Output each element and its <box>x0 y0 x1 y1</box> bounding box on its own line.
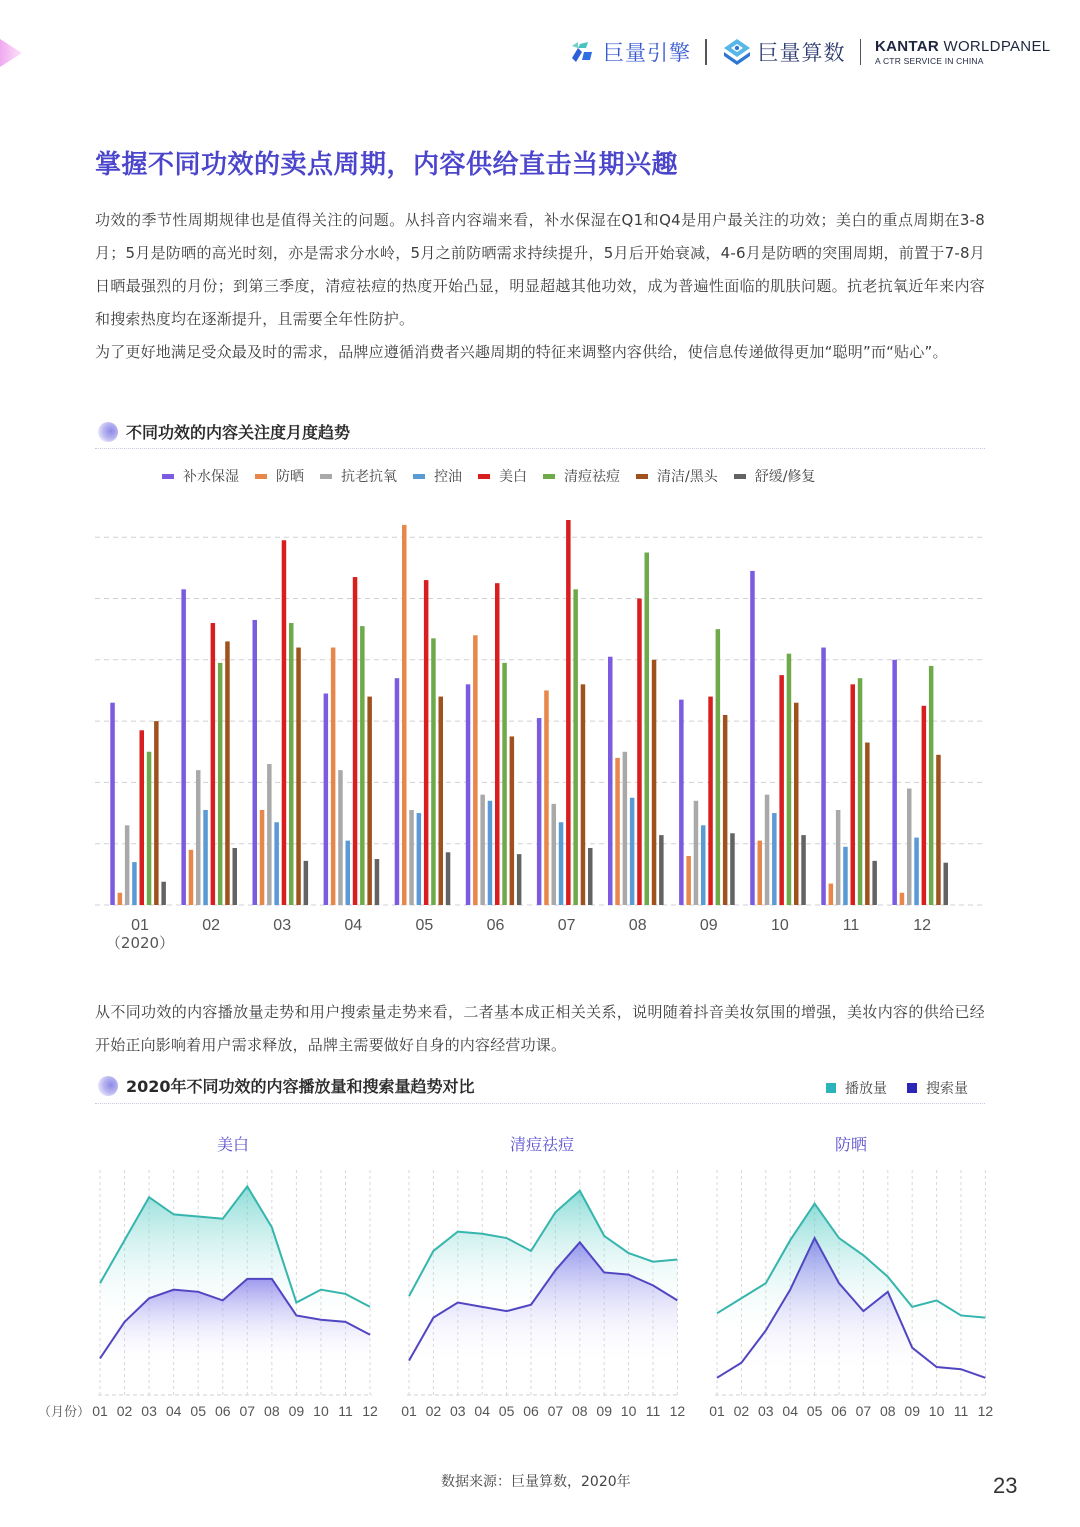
bar <box>218 663 223 905</box>
x-tick-label: 06 <box>831 1403 847 1419</box>
x-tick-label: 10 <box>928 1403 945 1419</box>
x-tick-label: 07 <box>547 1403 564 1419</box>
legend-item <box>162 466 239 486</box>
bar <box>537 718 542 905</box>
section-divider <box>95 448 985 449</box>
bar <box>331 648 336 905</box>
x-tick-label: 02 <box>425 1403 442 1419</box>
kantar-logo <box>875 39 1050 66</box>
bar <box>253 620 258 905</box>
x-tick-label: 06 <box>523 1403 539 1419</box>
x-tick-label: 03 <box>450 1403 466 1419</box>
bar <box>431 638 436 905</box>
bar <box>559 822 564 905</box>
legend-swatch <box>255 474 267 479</box>
bar <box>892 660 897 905</box>
x-tick-label: 03 <box>141 1403 157 1419</box>
bar <box>750 571 755 905</box>
x-tick-label: 02 <box>116 1403 133 1419</box>
bar <box>446 852 451 905</box>
suanshu-text: 巨量算数 <box>757 41 846 65</box>
ocean-engine-text: 巨量引擎 <box>603 41 691 65</box>
bar <box>716 629 721 905</box>
area-chart-title: 清痘祛痘 <box>509 1135 575 1154</box>
bar <box>395 678 400 905</box>
bar-group-10 <box>750 571 806 905</box>
bar <box>274 822 279 905</box>
bar <box>679 700 684 905</box>
bar <box>417 813 422 905</box>
bar <box>929 666 934 905</box>
bar-group-08 <box>608 553 664 905</box>
x-tick-label: 05 <box>806 1403 823 1419</box>
body-paragraph-2: 为了更好地满足受众最及时的需求，品牌应遵循消费者兴趣周期的特征来调整内容供给，使信息传递做得更加“聪明”而“贴心”。 <box>95 343 948 361</box>
suanshu-icon <box>721 36 753 68</box>
monthly-bar-chart <box>90 520 990 960</box>
legend-swatch <box>543 474 555 479</box>
area-chart-1 <box>38 1135 378 1420</box>
bar <box>608 657 613 905</box>
legend-item <box>543 466 620 486</box>
legend-swatch-search <box>907 1083 917 1093</box>
bar <box>630 798 635 905</box>
body-paragraph-3: 从不同功效的内容播放量走势和用户搜索量走势来看，二者基本成正相关关系，说明随着抖音美妆氛围的增强，美妆内容的供给已经开始正向影响着用户需求释放，品牌主需要做好自身的内容经营功课。 <box>95 1003 985 1054</box>
legend-swatch <box>734 474 746 479</box>
bar <box>147 752 152 905</box>
bar <box>203 810 208 905</box>
x-tick-label: 04 <box>344 917 363 934</box>
bar <box>154 721 159 905</box>
bar <box>829 884 834 905</box>
area-chart-legend <box>826 1078 968 1098</box>
bar <box>865 743 870 905</box>
x-tick-label: 08 <box>264 1403 280 1419</box>
bar <box>694 801 699 905</box>
section-title: 不同功效的内容关注度月度趋势 <box>126 423 351 442</box>
x-tick-label: 08 <box>880 1403 896 1419</box>
x-tick-label: 11 <box>645 1403 661 1419</box>
x-tick-label: 07 <box>239 1403 256 1419</box>
legend-swatch <box>478 474 490 479</box>
x-tick-label: 09 <box>596 1403 612 1419</box>
bar <box>686 856 691 905</box>
bar <box>181 589 186 905</box>
legend-label: 播放量 <box>845 1081 887 1097</box>
legend-swatch <box>162 474 174 479</box>
bar <box>289 623 294 905</box>
bar <box>367 697 372 905</box>
x-tick-label: 04 <box>474 1403 490 1419</box>
x-tick-label: 03 <box>273 917 292 934</box>
bar <box>402 525 407 905</box>
x-tick-label: 06 <box>214 1403 231 1419</box>
bar <box>765 795 770 905</box>
x-tick-label: 05 <box>415 917 434 934</box>
bar <box>189 850 194 905</box>
x-tick-label: 09 <box>288 1403 305 1419</box>
legend-swatch <box>320 474 332 479</box>
logo-divider <box>860 39 862 65</box>
bar <box>338 770 343 905</box>
bar <box>645 553 650 905</box>
legend-item <box>478 466 527 486</box>
x-tick-label: 11 <box>338 1403 353 1419</box>
logo-divider <box>705 39 707 65</box>
bar <box>758 841 763 905</box>
legend-label: 控油 <box>434 469 462 485</box>
x-tick-label: 10 <box>771 917 789 934</box>
bar <box>858 678 863 905</box>
x-tick-label: 01 <box>131 917 149 934</box>
bar <box>409 810 414 905</box>
page-number: 23 <box>993 1473 1018 1498</box>
bar-group-05 <box>395 525 451 905</box>
area-chart-title: 美白 <box>216 1135 250 1154</box>
bar <box>161 882 166 905</box>
bar <box>267 764 272 905</box>
bar <box>480 795 485 905</box>
section-heading-monthly-trend <box>98 420 350 443</box>
x-tick-label: 10 <box>620 1403 637 1419</box>
legend-item <box>734 466 816 486</box>
area-chart-2 <box>401 1135 685 1419</box>
bar <box>801 835 806 905</box>
bar <box>836 810 841 905</box>
legend-item <box>413 466 462 486</box>
x-tick-label: 02 <box>202 917 220 934</box>
ocean-engine-icon <box>566 36 598 68</box>
suanshu-logo <box>721 36 846 68</box>
legend-label: 搜索量 <box>926 1081 968 1097</box>
x-tick-label: 06 <box>486 917 505 934</box>
x-tick-label: 07 <box>557 917 576 934</box>
bar <box>140 730 145 905</box>
bar <box>211 623 216 905</box>
legend-label: 抗老抗氧 <box>341 469 397 485</box>
x-tick-label: 03 <box>758 1403 774 1419</box>
legend-item <box>636 466 718 486</box>
bar <box>659 835 664 905</box>
bar <box>730 833 735 905</box>
legend-swatch <box>636 474 648 479</box>
bar <box>843 847 848 905</box>
bar <box>424 580 429 905</box>
bar <box>922 706 927 905</box>
bar <box>346 841 351 905</box>
bar <box>502 663 507 905</box>
bar <box>125 825 129 905</box>
bar <box>110 703 115 905</box>
bar <box>296 648 301 905</box>
section-divider <box>95 1103 985 1104</box>
bullet-orb-icon <box>98 1076 118 1096</box>
bar <box>907 789 912 905</box>
x-tick-label: 12 <box>913 917 931 934</box>
legend-label: 防晒 <box>276 469 304 485</box>
bar <box>517 854 522 905</box>
bar <box>375 859 380 905</box>
legend-label: 舒缓/修复 <box>754 469 816 485</box>
ocean-engine-logo <box>566 36 691 68</box>
kantar-bold: KANTAR <box>875 37 940 55</box>
x-tick-label: 09 <box>904 1403 920 1419</box>
x-tick-label: 09 <box>699 917 718 934</box>
bar <box>360 626 365 905</box>
bar <box>324 694 329 905</box>
bar <box>772 813 777 905</box>
x-tick-label: 12 <box>669 1403 686 1419</box>
x-tick-label: 04 <box>782 1403 798 1419</box>
bar-group-09 <box>679 629 735 905</box>
bar <box>566 520 571 905</box>
data-source: 数据来源：巨量算数，2020年 <box>441 1474 631 1490</box>
bar <box>473 635 478 905</box>
legend-label: 清洁/黑头 <box>657 469 718 485</box>
bar <box>225 641 230 905</box>
x-tick-label: 10 <box>313 1403 329 1419</box>
x-axis-unit-label: （月份） <box>37 1405 90 1420</box>
bar <box>488 801 493 905</box>
legend-item-search <box>907 1078 968 1098</box>
x-tick-label: 04 <box>165 1403 182 1419</box>
legend-label: 美白 <box>499 469 527 485</box>
bar <box>196 770 201 905</box>
bar <box>708 697 713 905</box>
header-logos <box>566 32 1050 72</box>
bar <box>588 848 593 905</box>
bar <box>615 758 620 905</box>
bar <box>510 736 514 905</box>
bar-group-04 <box>324 577 380 905</box>
bar <box>132 862 137 905</box>
bar-group-07 <box>537 520 593 905</box>
legend-swatch-play <box>826 1083 836 1093</box>
bar <box>544 690 549 905</box>
x-tick-year-note: （2020） <box>105 934 175 952</box>
x-tick-label: 12 <box>977 1403 994 1419</box>
bar-group-01 <box>110 703 166 905</box>
bar <box>353 577 358 905</box>
bar-group-06 <box>466 583 522 905</box>
x-tick-label: 08 <box>572 1403 588 1419</box>
kantar-sub: A CTR SERVICE IN CHINA <box>875 55 984 66</box>
bar <box>439 697 444 905</box>
bar <box>794 703 799 905</box>
bar <box>118 893 123 905</box>
bar <box>821 648 826 905</box>
page-title: 掌握不同功效的卖点周期，内容供给直击当期兴趣 <box>95 150 679 180</box>
x-tick-label: 05 <box>498 1403 515 1419</box>
bar <box>282 540 287 905</box>
bar <box>944 863 949 905</box>
bar <box>872 861 877 905</box>
bar <box>233 848 238 905</box>
legend-item <box>320 466 397 486</box>
bar <box>637 599 642 906</box>
x-tick-label: 12 <box>362 1403 378 1419</box>
legend-item <box>255 466 304 486</box>
bar-group-02 <box>181 589 237 905</box>
bar <box>304 861 309 905</box>
bar <box>723 715 728 905</box>
bullet-orb-icon <box>98 422 118 442</box>
legend-label: 补水保湿 <box>183 469 239 485</box>
bar <box>779 675 784 905</box>
x-tick-label: 01 <box>401 1403 417 1419</box>
section-title: 2020年不同功效的内容播放量和搜索量趋势对比 <box>126 1077 475 1096</box>
area-chart-3 <box>709 1135 993 1419</box>
bar-chart-legend <box>162 466 815 486</box>
x-tick-label: 08 <box>628 917 647 934</box>
legend-label: 清痘祛痘 <box>564 469 620 485</box>
bar <box>851 684 856 905</box>
bar <box>900 893 905 905</box>
x-tick-label: 01 <box>92 1403 108 1419</box>
section-heading-play-search <box>98 1074 475 1097</box>
bar <box>495 583 500 905</box>
bar <box>581 684 586 905</box>
bar <box>787 654 792 905</box>
bar <box>623 752 628 905</box>
play-search-area-charts <box>30 1125 1000 1425</box>
bar <box>573 589 578 905</box>
bar <box>914 838 919 905</box>
bar <box>652 660 657 905</box>
x-tick-label: 07 <box>855 1403 872 1419</box>
x-tick-label: 01 <box>709 1403 725 1419</box>
x-tick-label: 11 <box>953 1403 969 1419</box>
bar-group-11 <box>821 648 877 905</box>
body-paragraph-1: 功效的季节性周期规律也是值得关注的问题。从抖音内容端来看，补水保湿在Q1和Q4是用户最关注的功效；美白的重点周期在3-8月；5月是防晒的高光时刻，亦是需求分水岭，5月之前防晒需求持续提升，5月后开始衰减，4-6月是防晒的突围周期，前置于7-8月日晒最强烈的月份；到第三季度，清痘祛痘的热度开始凸显，明显超越其他功效，成为普遍性面临的肌肤问题。抗老抗氧近年来内容和搜索热度均在逐渐提升，且需要全年性防护。 <box>95 211 985 328</box>
bar-group-03 <box>253 540 309 905</box>
bar <box>466 684 471 905</box>
kantar-rest: WORLDPANEL <box>939 37 1051 55</box>
x-tick-label: 11 <box>842 917 860 934</box>
bar <box>936 755 941 905</box>
area-chart-title: 防晒 <box>834 1135 868 1154</box>
bar <box>701 825 706 905</box>
legend-swatch <box>413 474 425 479</box>
bar <box>552 804 557 905</box>
x-tick-label: 05 <box>190 1403 206 1419</box>
bar <box>260 810 265 905</box>
legend-item-play <box>826 1078 887 1098</box>
decorative-arrow-icon <box>0 36 28 70</box>
x-tick-label: 02 <box>733 1403 750 1419</box>
